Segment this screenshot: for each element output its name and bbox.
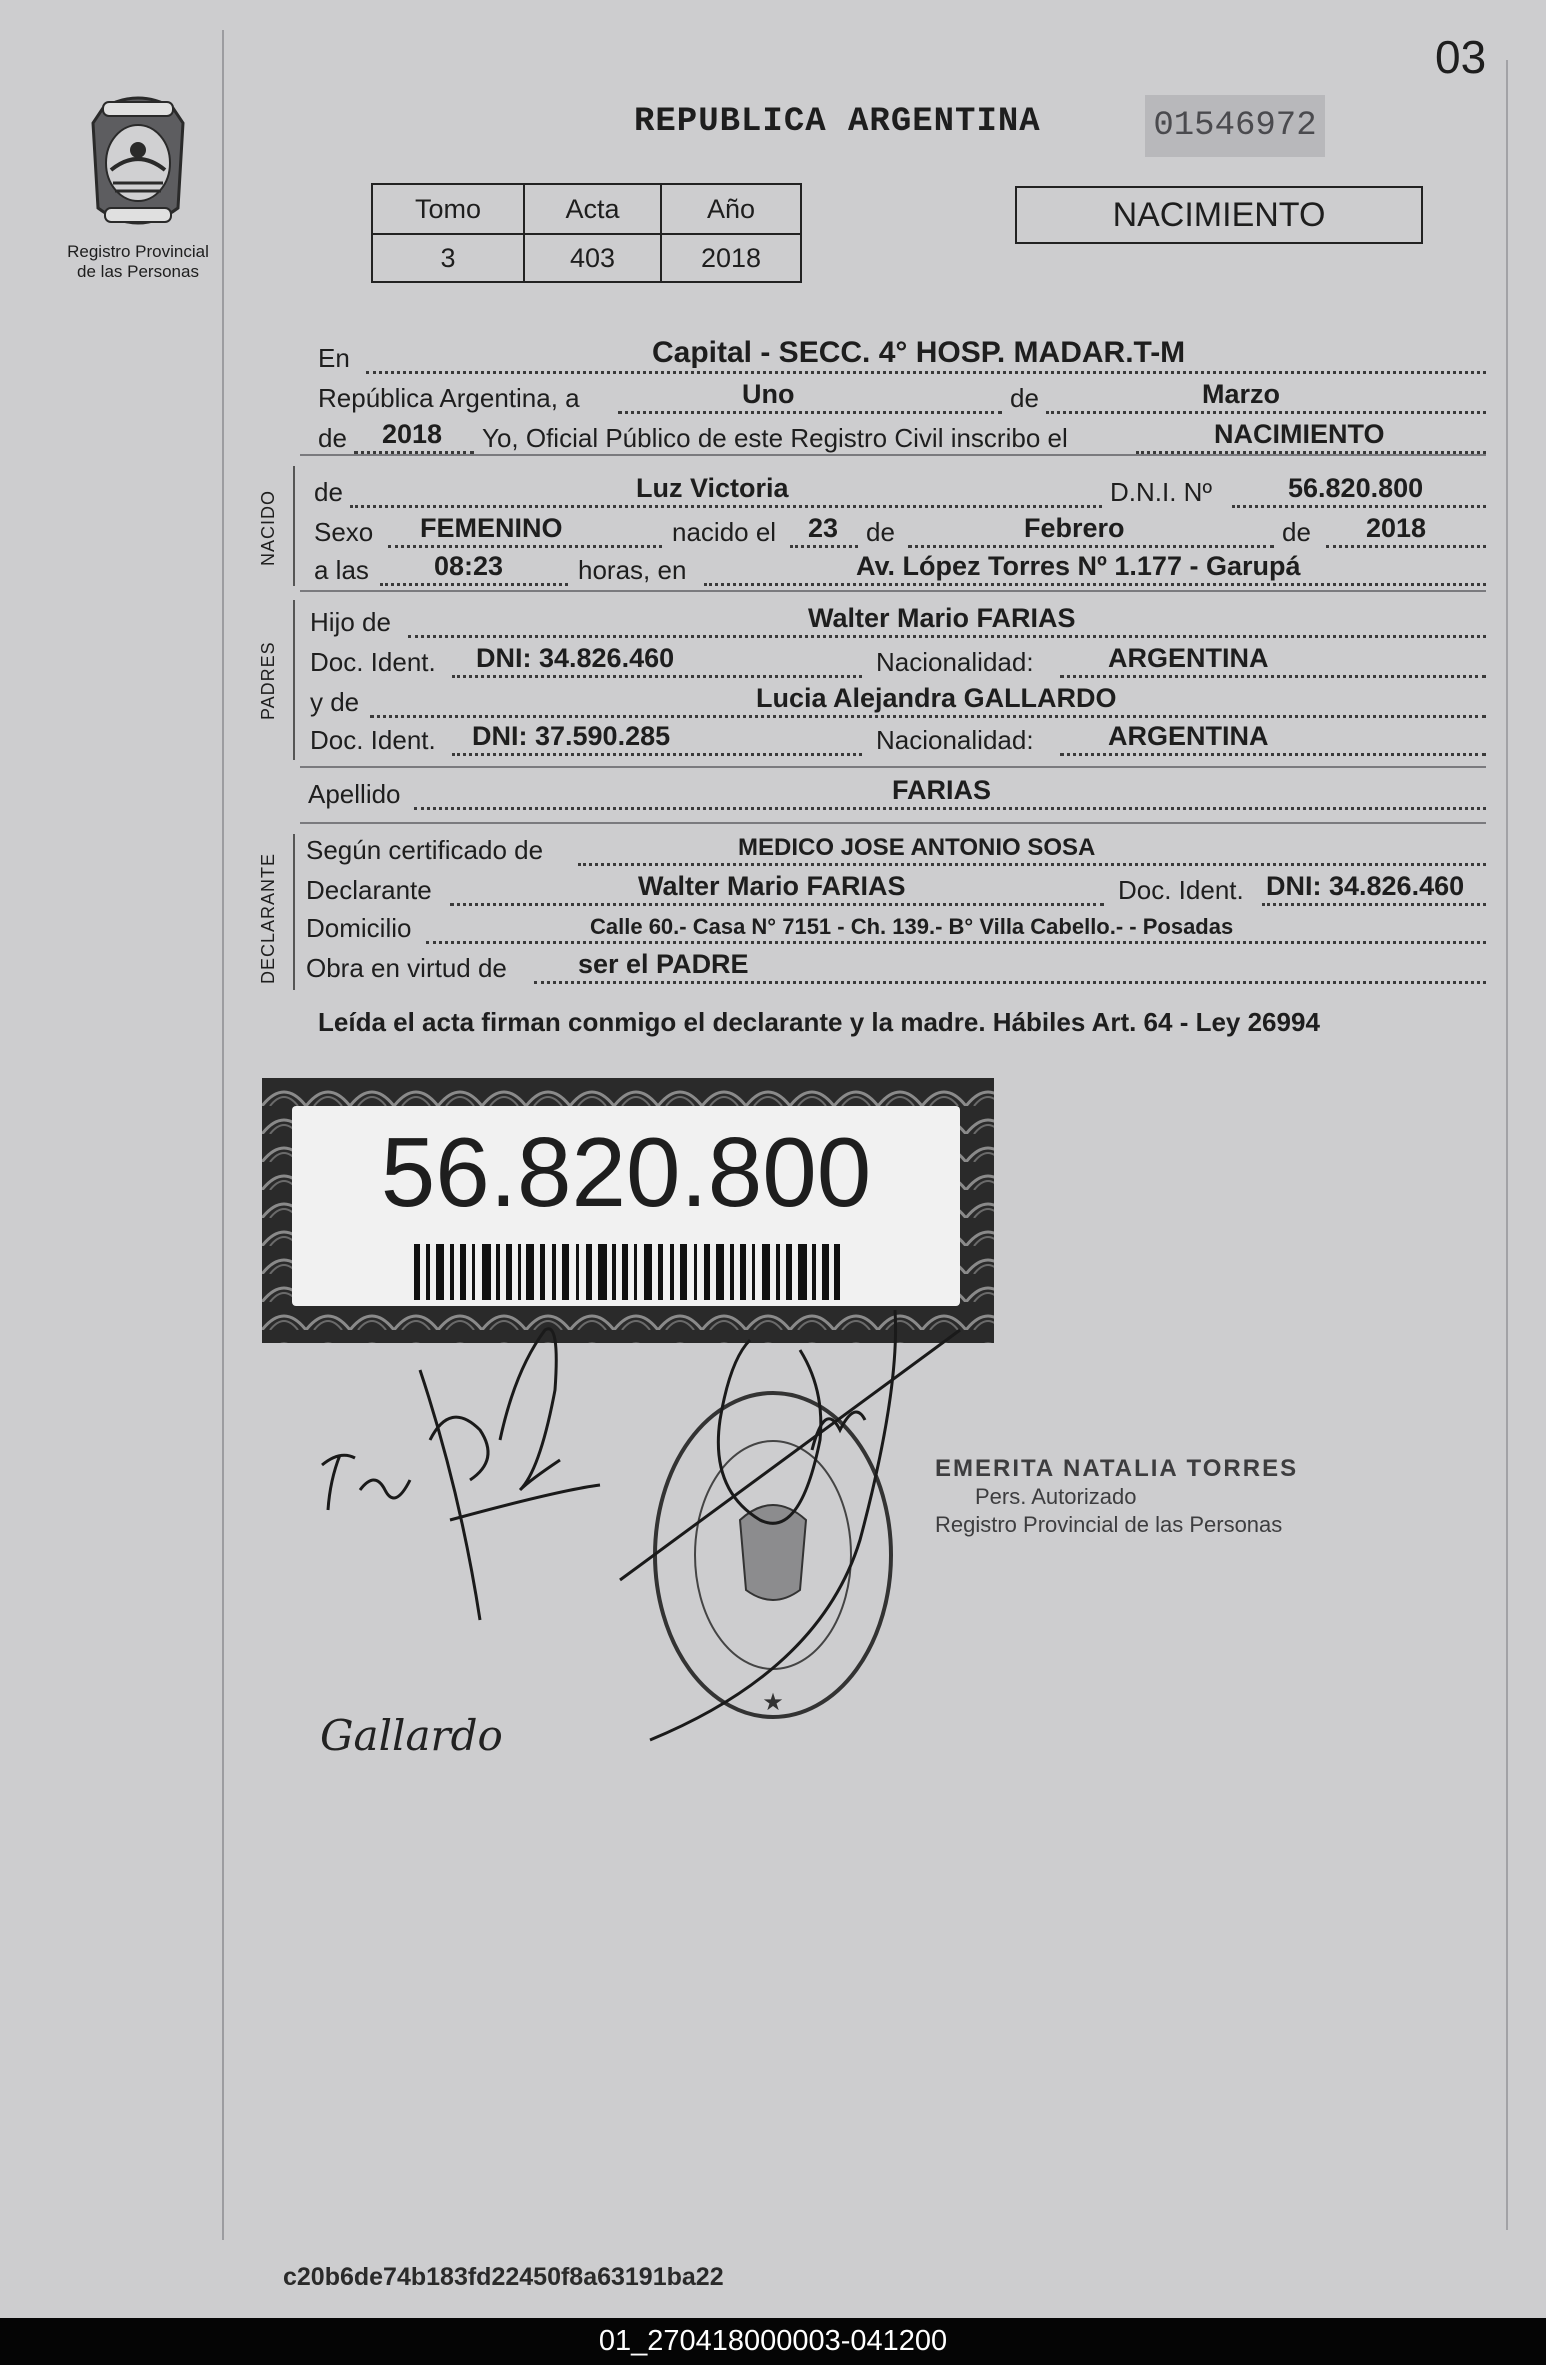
line-certificado xyxy=(0,836,1546,872)
section-rule xyxy=(300,590,1486,592)
dotted-line xyxy=(366,371,1486,374)
dotted-line xyxy=(578,863,1486,866)
mother-name: Lucia Alejandra GALLARDO xyxy=(756,683,1117,713)
horas-label: horas, en xyxy=(578,555,687,585)
doc-label: Doc. Ident. xyxy=(310,647,436,677)
dni-inner-panel xyxy=(292,1106,960,1306)
mother-signature: Gallardo xyxy=(320,1711,503,1760)
republica-label: República Argentina, a xyxy=(318,383,580,413)
line-domicilio xyxy=(0,914,1546,950)
child-dni: 56.820.800 xyxy=(1288,473,1424,503)
dotted-line xyxy=(1060,675,1486,678)
nacionalidad-label: Nacionalidad: xyxy=(876,725,1034,755)
anio-header: Año xyxy=(661,184,801,234)
dotted-line xyxy=(1262,903,1486,906)
line-date xyxy=(0,379,1546,420)
dotted-line xyxy=(426,941,1486,944)
declarante-section-label: DECLARANTE xyxy=(258,852,278,984)
domicilio-value: Calle 60.- Casa N° 7151 - Ch. 139.- B° Villa Cabello.- - Posadas xyxy=(590,914,1234,939)
section-rule xyxy=(300,766,1486,768)
line-name xyxy=(0,473,1546,514)
official-stamp xyxy=(935,1455,1298,1539)
document-hash: c20b6de74b183fd22450f8a63191ba22 xyxy=(283,2263,724,2291)
y-de-label: y de xyxy=(310,687,360,717)
dotted-line xyxy=(370,715,1486,718)
de-label: de xyxy=(318,423,347,453)
birth-month: Febrero xyxy=(1024,513,1125,543)
acta-header: Acta xyxy=(524,184,661,234)
obra-value: ser el PADRE xyxy=(578,949,749,979)
en-label: En xyxy=(318,343,350,373)
line-declarante xyxy=(0,871,1546,912)
certificado-value: MEDICO JOSE ANTONIO SOSA xyxy=(738,834,1096,861)
line-father xyxy=(0,603,1546,644)
certificado-label: Según certificado de xyxy=(306,835,544,865)
line-place xyxy=(0,336,1546,380)
section-rule xyxy=(300,454,1486,456)
act-value: NACIMIENTO xyxy=(1214,419,1385,449)
declarante-signature xyxy=(322,1329,600,1620)
anio-value: 2018 xyxy=(661,234,801,282)
dotted-line xyxy=(452,675,862,678)
nacido-section-label: NACIDO xyxy=(258,489,278,566)
day-value: Uno xyxy=(742,379,795,409)
sexo-label: Sexo xyxy=(314,517,374,547)
svg-text:★: ★ xyxy=(762,1689,784,1716)
a-las-label: a las xyxy=(314,555,369,585)
dotted-line xyxy=(1046,411,1486,414)
declarante-label: Declarante xyxy=(306,875,432,905)
dotted-line xyxy=(790,545,858,548)
de-label: de xyxy=(866,517,895,547)
de-label: de xyxy=(1010,383,1039,413)
page-number: 03 xyxy=(1435,31,1487,83)
mother-nationality: ARGENTINA xyxy=(1108,721,1269,751)
line-birth xyxy=(0,513,1546,554)
dotted-line xyxy=(450,903,1104,906)
nacido-label: nacido el xyxy=(672,517,777,547)
declarante-name: Walter Mario FARIAS xyxy=(638,871,906,901)
child-name: Luz Victoria xyxy=(636,473,789,503)
section-rule xyxy=(300,822,1486,824)
tomo-value: 3 xyxy=(372,234,524,282)
father-name: Walter Mario FARIAS xyxy=(808,603,1076,633)
de-label: de xyxy=(1282,517,1311,547)
official-role: Pers. Autorizado xyxy=(975,1484,1137,1509)
dotted-line xyxy=(704,583,1486,586)
doc-label: Doc. Ident. xyxy=(310,725,436,755)
line-obra xyxy=(0,949,1546,990)
dotted-line xyxy=(1232,505,1486,508)
dotted-line xyxy=(452,753,862,756)
birth-day: 23 xyxy=(808,513,839,543)
month-value: Marzo xyxy=(1202,379,1281,409)
dotted-line xyxy=(534,981,1486,984)
hijo-label: Hijo de xyxy=(310,607,391,637)
acta-value: 403 xyxy=(524,234,661,282)
official-office: Registro Provincial de las Personas xyxy=(935,1512,1283,1537)
place-value: Capital - SECC. 4° HOSP. MADAR.T-M xyxy=(652,336,1186,369)
line-mother-doc xyxy=(0,721,1546,762)
inscribo-text: Yo, Oficial Público de este Registro Civil inscribo el xyxy=(482,423,1068,453)
dotted-line xyxy=(408,635,1486,638)
official-name: EMERITA NATALIA TORRES xyxy=(935,1455,1299,1482)
domicilio-label: Domicilio xyxy=(306,913,412,943)
birth-year: 2018 xyxy=(1366,513,1427,543)
doc-label: Doc. Ident. xyxy=(1118,875,1244,905)
line-time xyxy=(0,551,1546,592)
birth-time: 08:23 xyxy=(434,551,504,581)
apellido-label: Apellido xyxy=(308,779,401,809)
line-mother xyxy=(0,683,1546,724)
dotted-line xyxy=(350,505,1102,508)
apellido-value: FARIAS xyxy=(892,775,992,805)
dotted-line xyxy=(1060,753,1486,756)
mother-doc: DNI: 37.590.285 xyxy=(472,721,671,751)
dotted-line xyxy=(618,411,1002,414)
closing-statement: Leída el acta firman conmigo el declarante y la madre. Hábiles Art. 64 - Ley 26994 xyxy=(318,1007,1320,1037)
declarante-doc: DNI: 34.826.460 xyxy=(1266,871,1465,901)
serial-number: 01546972 xyxy=(1145,95,1325,157)
dni-number: 56.820.800 xyxy=(380,1117,872,1227)
dotted-line xyxy=(908,545,1274,548)
act-type-box: NACIMIENTO xyxy=(1015,186,1423,244)
footer-code: 01_270418000003-041200 xyxy=(0,2318,1546,2365)
dotted-line xyxy=(1326,545,1486,548)
birth-address: Av. López Torres Nº 1.177 - Garupá xyxy=(856,551,1301,581)
dni-label: D.N.I. Nº xyxy=(1110,477,1212,507)
padres-section-label: PADRES xyxy=(258,641,278,720)
country-title: REPUBLICA ARGENTINA xyxy=(634,103,1041,141)
line-apellido xyxy=(0,775,1546,816)
dotted-line xyxy=(380,583,568,586)
obra-label: Obra en virtud de xyxy=(306,953,507,983)
de-label: de xyxy=(314,477,343,507)
tomo-header: Tomo xyxy=(372,184,524,234)
father-nationality: ARGENTINA xyxy=(1108,643,1269,673)
dotted-line xyxy=(388,545,662,548)
year-value: 2018 xyxy=(382,419,443,449)
logo-caption: Registro Provincial de las Personas xyxy=(67,242,209,281)
father-doc: DNI: 34.826.460 xyxy=(476,643,675,673)
nacionalidad-label: Nacionalidad: xyxy=(876,647,1034,677)
dotted-line xyxy=(414,807,1486,810)
sexo-value: FEMENINO xyxy=(420,513,563,543)
birth-record-form xyxy=(0,0,1546,1000)
